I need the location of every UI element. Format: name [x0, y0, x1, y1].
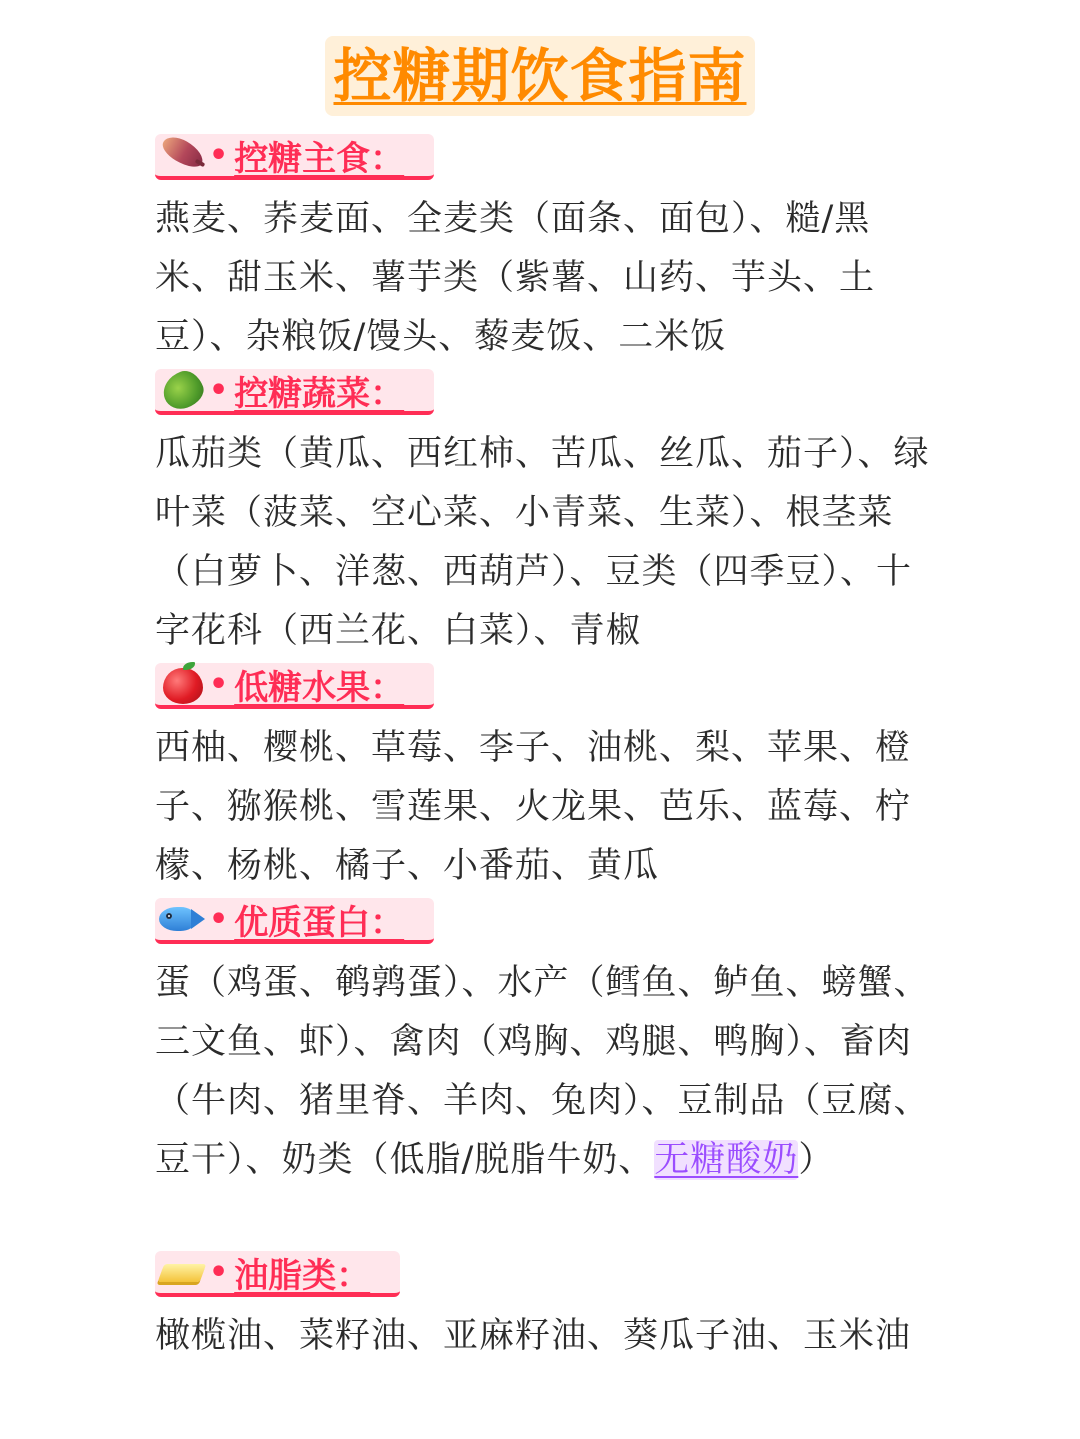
section-heading: [155, 1251, 400, 1297]
bullet: •: [209, 901, 229, 937]
section-body-tail: ）: [798, 1140, 835, 1180]
section-body-text: 蛋（鸡蛋、鹌鹑蛋）、水产（鳕鱼、鲈鱼、螃蟹、三文鱼、虾）、禽肉（鸡胸、鸡腿、鸭胸）、畜肉（牛肉、猪里脊、羊肉、兔肉）、豆制品（豆腐、豆干）、奶类（低脂/脱脂牛奶、: [155, 963, 930, 1180]
bullet: •: [209, 137, 229, 173]
section-heading: [155, 134, 434, 180]
sweet-potato-icon: [157, 135, 207, 175]
section-body: [155, 954, 935, 1190]
section-heading: [155, 369, 434, 415]
section-body: 瓜茄类（黄瓜、西红柿、苦瓜、丝瓜、茄子）、绿叶菜（菠菜、空心菜、小青菜、生菜）、根茎菜（白萝卜、洋葱、西葫芦）、豆类（四季豆）、十字花科（西兰花、白菜）、青椒: [155, 434, 930, 651]
section-heading-label: 控糖蔬菜：: [234, 373, 405, 414]
apple-icon: [157, 664, 207, 704]
page-title: 控糖期饮食指南: [325, 36, 754, 116]
section-heading-label: 油脂类：: [234, 1255, 371, 1296]
section-staple-food: [155, 134, 935, 367]
section-oils: [155, 1251, 935, 1366]
section-heading-label: 优质蛋白：: [234, 902, 405, 943]
highlight-text: 无糖酸奶: [654, 1140, 799, 1180]
section-heading: [155, 663, 434, 709]
bullet: •: [209, 372, 229, 408]
section-heading: [155, 898, 434, 944]
section-heading-label: 低糖水果：: [234, 667, 405, 708]
section-heading-label: 控糖主食：: [234, 138, 405, 179]
fish-icon: [157, 899, 207, 939]
lettuce-icon: [157, 370, 207, 410]
title-wrap: [0, 36, 1080, 116]
bullet: •: [209, 1254, 229, 1290]
section-body: 橄榄油、菜籽油、亚麻籽油、葵瓜子油、玉米油: [155, 1316, 912, 1356]
section-vegetables: [155, 369, 935, 661]
bullet: •: [209, 666, 229, 702]
butter-icon: [157, 1252, 207, 1292]
section-body: 西柚、樱桃、草莓、李子、油桃、梨、苹果、橙子、猕猴桃、雪莲果、火龙果、芭乐、蓝莓、柠檬、杨桃、橘子、小番茄、黄瓜: [155, 728, 912, 886]
section-fruits: [155, 663, 935, 896]
section-body: 燕麦、荞麦面、全麦类（面条、面包）、糙/黑米、甜玉米、薯芋类（紫薯、山药、芋头、土豆）、杂粮饭/馒头、藜麦饭、二米饭: [155, 199, 876, 357]
section-protein: [155, 898, 935, 1190]
